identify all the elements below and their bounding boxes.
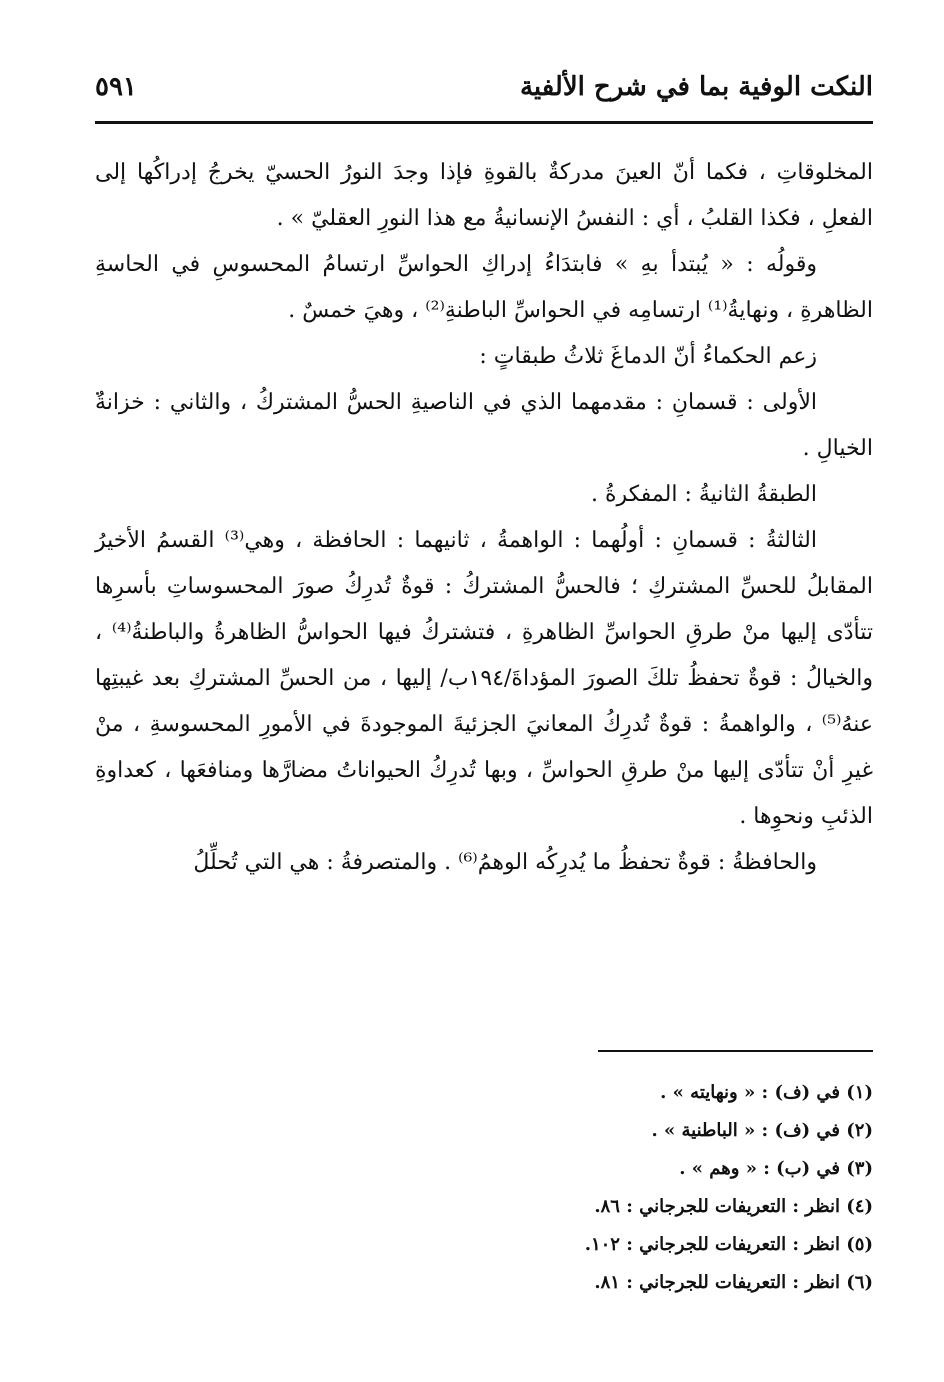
footnote: (٥) انظر : التعريفات للجرجاني : ١٠٢. — [584, 1234, 873, 1255]
main-text — [95, 150, 873, 886]
footnote: (٣) في (ب) : « وهم » . — [679, 1158, 873, 1179]
paragraph: الثالثةُ : قسمانِ : أولُهما : الواهمةُ ، ثانيهما : الحافظة ، وهي⁽³⁾ القسمُ الأخيرُ المقابلُ للحسِّ المشتركِ ؛ فالحسُّ المشتركُ : قوةٌ تُدرِكُ صورَ المحسوساتِ بأسرِها تتأدّى إليها منْ طرقِ الحواسِّ الظاهرةِ ، فتشتركُ فيها الحواسُّ الظاهرةُ والباطنةُ⁽⁴⁾ ، والخيالُ : قوةٌ تحفظُ تلكَ الصورَ المؤداةَ/١٩٤ب/ إليها ، من الحسِّ المشتركِ بعد غيبتِها عنهُ⁽⁵⁾ ، والواهمةُ : قوةٌ تُدرِكُ المعانيَ الجزئيةَ الموجودةَ في الأمورِ المحسوسةِ ، منْ غيرِ أنْ تتأدّى إليها منْ طرقِ الحواسِّ ، وبها تُدرِكُ الحيواناتُ مضارَّها ومنافعَها ، كعداوةِ الذئبِ ونحوِها . — [95, 528, 873, 829]
footnote-divider — [598, 1050, 873, 1052]
page-number: ٥٩١ — [95, 72, 137, 102]
running-title: النكت الوفية بما في شرح الألفية — [519, 72, 873, 102]
footnote: (١) في (ف) : « ونهايته » . — [660, 1082, 873, 1103]
paragraph: والحافظةُ : قوةٌ تحفظُ ما يُدرِكُه الوهمُ⁽⁶⁾ . والمتصرفةُ : هي التي تُحلِّلُ — [193, 850, 817, 875]
paragraph: الطبقةُ الثانيةُ : المفكرةُ . — [591, 482, 817, 507]
page-header — [95, 68, 873, 118]
header-divider — [95, 121, 873, 124]
paragraph: وقولُه : « يُبتدأ بهِ » فابتدَاءُ إدراكِ الحواسِّ ارتسامُ المحسوسِ في الحاسةِ الظاهرةِ ، ونهايةُ⁽¹⁾ ارتسامِه في الحواسِّ الباطنةِ⁽²⁾ ، وهيَ خمسٌ . — [95, 252, 873, 323]
paragraph: زعم الحكماءُ أنّ الدماغَ ثلاثُ طبقاتٍ : — [479, 344, 817, 369]
footnote: (٦) انظر : التعريفات للجرجاني : ٨١. — [594, 1272, 873, 1293]
footnote: (٤) انظر : التعريفات للجرجاني : ٨٦. — [594, 1196, 873, 1217]
footnote: (٢) في (ف) : « الباطنية » . — [651, 1120, 873, 1141]
paragraph: المخلوقاتِ ، فكما أنّ العينَ مدركةٌ بالقوةِ فإذا وجدَ النورُ الحسيّ يخرجُ إدراكُها إلى الفعلِ ، فكذا القلبُ ، أي : النفسُ الإنسانيةُ مع هذا النورِ العقليّ » . — [95, 160, 873, 231]
paragraph: الأولى : قسمانِ : مقدمهما الذي في الناصيةِ الحسُّ المشتركُ ، والثاني : خزانةُ الخيالِ . — [95, 390, 873, 461]
footnotes — [95, 1074, 873, 1302]
